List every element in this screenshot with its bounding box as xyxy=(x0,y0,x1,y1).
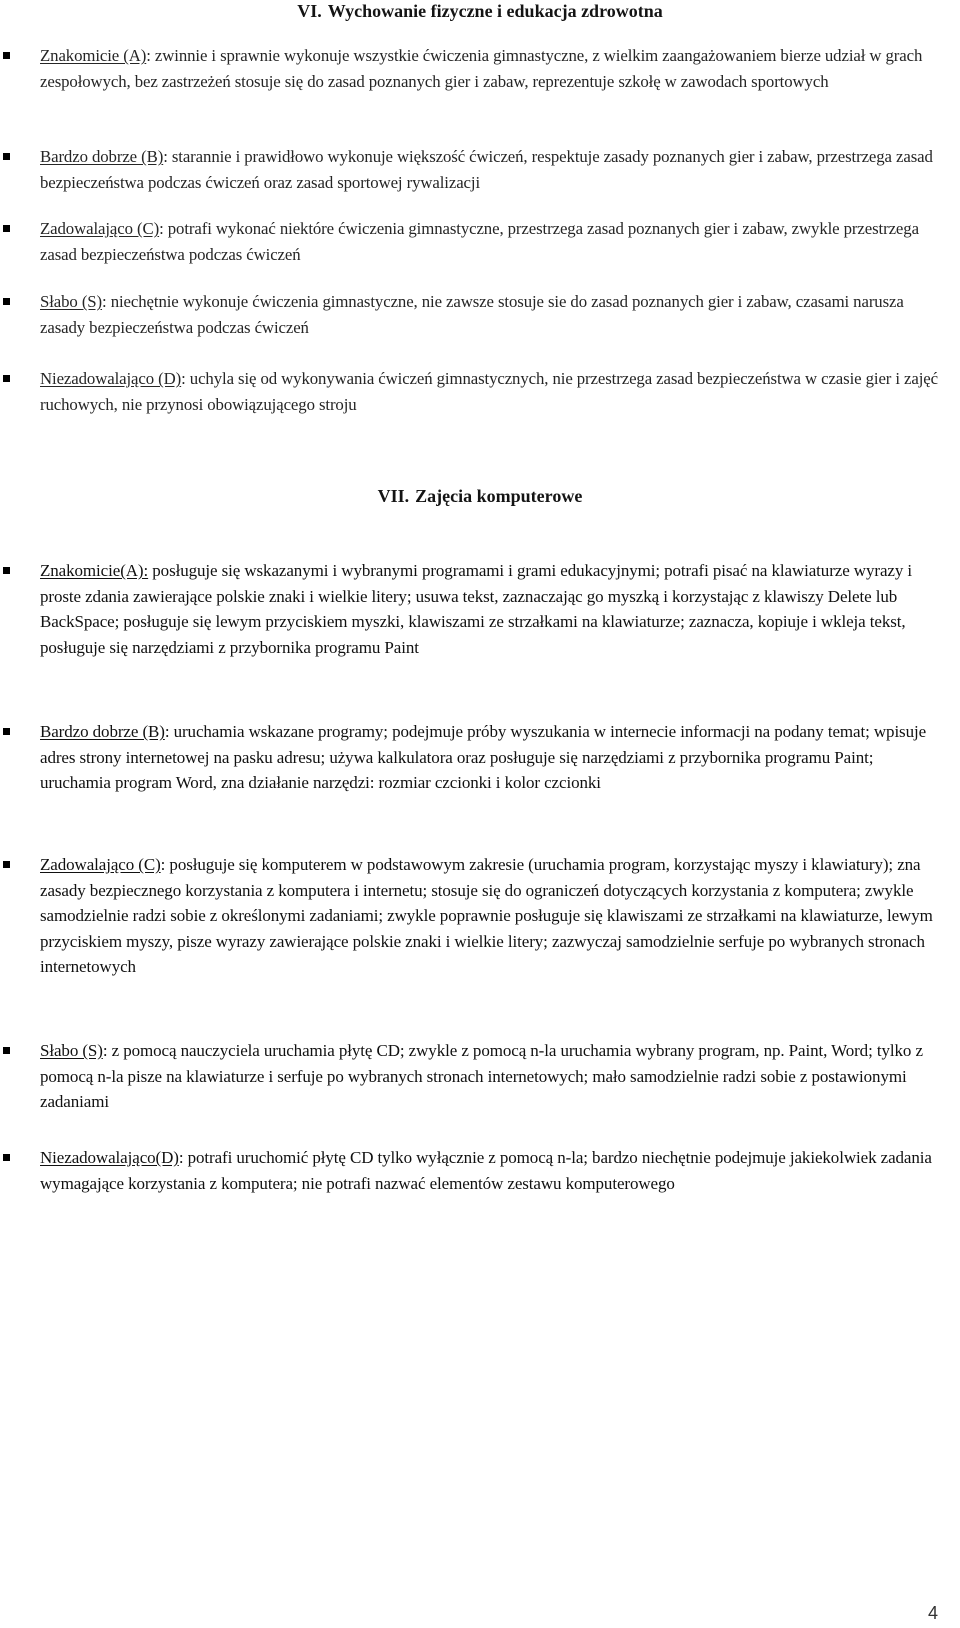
grade-description: : potrafi wykonać niektóre ćwiczenia gimnastyczne, przestrzega zasad poznanych gier i zabaw, zwykle przestrzega zasad bezpieczeństwa podczas ćwiczeń xyxy=(40,219,919,264)
grade-label: Zadowalająco (C) xyxy=(40,219,160,238)
grade-label: Słabo (S) xyxy=(40,292,103,311)
section-heading xyxy=(0,0,960,22)
bullet-icon xyxy=(3,567,10,574)
grade-item-s xyxy=(40,1038,945,1115)
section-number: VI. xyxy=(297,1,322,21)
grade-description: : potrafi uruchomić płytę CD tylko wyłącznie z pomocą n-la; bardzo niechętnie podejmuje jakiekolwiek zadania wymagające korzystania z komputera; nie potrafi nazwać elementów zestawu komputerowego xyxy=(40,1148,932,1193)
grade-label: Bardzo dobrze (B) xyxy=(40,722,165,741)
grade-label: Słabo (S) xyxy=(40,1041,103,1060)
bullet-icon xyxy=(3,153,10,160)
bullet-icon xyxy=(3,375,10,382)
grade-description: : posługuje się komputerem w podstawowym zakresie (uruchamia program, korzystając myszy i klawiatury); zna zasady bezpiecznego korzystania z komputera i internetu; stosuje się do ograniczeń dotyczących korzystania z komputera; zwykle samodzielnie radzi sobie z określonymi zadaniami; zwykle poprawnie posługuje się klawiszami ze strzałkami na klawiaturze, lewym przyciskiem myszy, pisze wyrazy zawierające polskie znaki i wielkie litery; zazwyczaj samodzielnie serfuje po wybranych stronach internetowych xyxy=(40,855,933,976)
grade-label: Niezadowalająco (D) xyxy=(40,369,182,388)
bullet-icon xyxy=(3,728,10,735)
grade-item-d xyxy=(40,1145,945,1196)
bullet-icon xyxy=(3,1154,10,1161)
grade-label: Znakomicie (A) xyxy=(40,46,147,65)
section-title: Wychowanie fizyczne i edukacja zdrowotna xyxy=(327,1,663,21)
grade-item-b xyxy=(40,719,945,796)
grade-description: : uchyla się od wykonywania ćwiczeń gimnastycznych, nie przestrzega zasad bezpieczeństwa w czasie gier i zajęć ruchowych, nie przynosi obowiązującego stroju xyxy=(40,369,938,414)
bullet-icon xyxy=(3,225,10,232)
section-title: Zajęcia komputerowe xyxy=(415,486,583,506)
grade-label: Niezadowalająco(D) xyxy=(40,1148,179,1167)
grade-item-c xyxy=(40,852,945,980)
grade-item-b xyxy=(40,144,945,195)
grade-item-a xyxy=(40,558,945,660)
grade-label: Bardzo dobrze (B) xyxy=(40,147,164,166)
grade-description: : zwinnie i sprawnie wykonuje wszystkie ćwiczenia gimnastyczne, z wielkim zaangażowaniem bierze udział w grach zespołowych, bez zastrzeżeń stosuje się do zasad poznanych gier i zabaw, reprezentuje szkołę w zawodach sportowych xyxy=(40,46,923,91)
bullet-icon xyxy=(3,298,10,305)
grade-description: posługuje się wskazanymi i wybranymi programami i grami edukacyjnymi; potrafi pisać na klawiaturze wyrazy i proste zdania zawierające polskie znaki i wielkie litery; usuwa tekst, zaznaczając go myszką i korzystając z klawiszy Delete lub BackSpace; posługuje się lewym przyciskiem myszki, klawiszami ze strzałkami na klawiaturze; zaznacza, kopiuje i wkleja tekst, posługuje się narzędziami z przybornika programu Paint xyxy=(40,561,913,657)
bullet-icon xyxy=(3,1047,10,1054)
grade-description: : z pomocą nauczyciela uruchamia płytę CD; zwykle z pomocą n-la uruchamia wybrany program, np. Paint, Word; tylko z pomocą n-la pisze na klawiaturze i serfuje po wybranych stronach internetowych; mało samodzielnie radzi sobie z postawionymi zadaniami xyxy=(40,1041,923,1111)
grade-item-c xyxy=(40,216,945,267)
grade-description: : uruchamia wskazane programy; podejmuje próby wyszukania w internecie informacji na podany temat; wpisuje adres strony internetowej na pasku adresu; używa kalkulatora oraz posługuje się narzędziami z przybornika programu Paint; uruchamia program Word, zna działanie narzędzi: rozmiar czcionki i kolor czcionki xyxy=(40,722,927,792)
grade-item-d xyxy=(40,366,945,417)
section-heading xyxy=(0,485,960,507)
grade-item-s xyxy=(40,289,945,340)
grade-label: Znakomicie(A): xyxy=(40,561,149,580)
bullet-icon xyxy=(3,52,10,59)
page-number: 4 xyxy=(927,1603,938,1623)
bullet-icon xyxy=(3,861,10,868)
section-number: VII. xyxy=(377,486,410,506)
grade-description: : niechętnie wykonuje ćwiczenia gimnastyczne, nie zawsze stosuje sie do zasad poznanych gier i zabaw, czasami narusza zasady bezpieczeństwa podczas ćwiczeń xyxy=(40,292,904,337)
grade-label: Zadowalająco (C) xyxy=(40,855,161,874)
grade-description: : starannie i prawidłowo wykonuje większość ćwiczeń, respektuje zasady poznanych gier i zabaw, przestrzega zasad bezpieczeństwa podczas ćwiczeń oraz zasad sportowej rywalizacji xyxy=(40,147,933,192)
grade-item-a xyxy=(40,43,945,94)
